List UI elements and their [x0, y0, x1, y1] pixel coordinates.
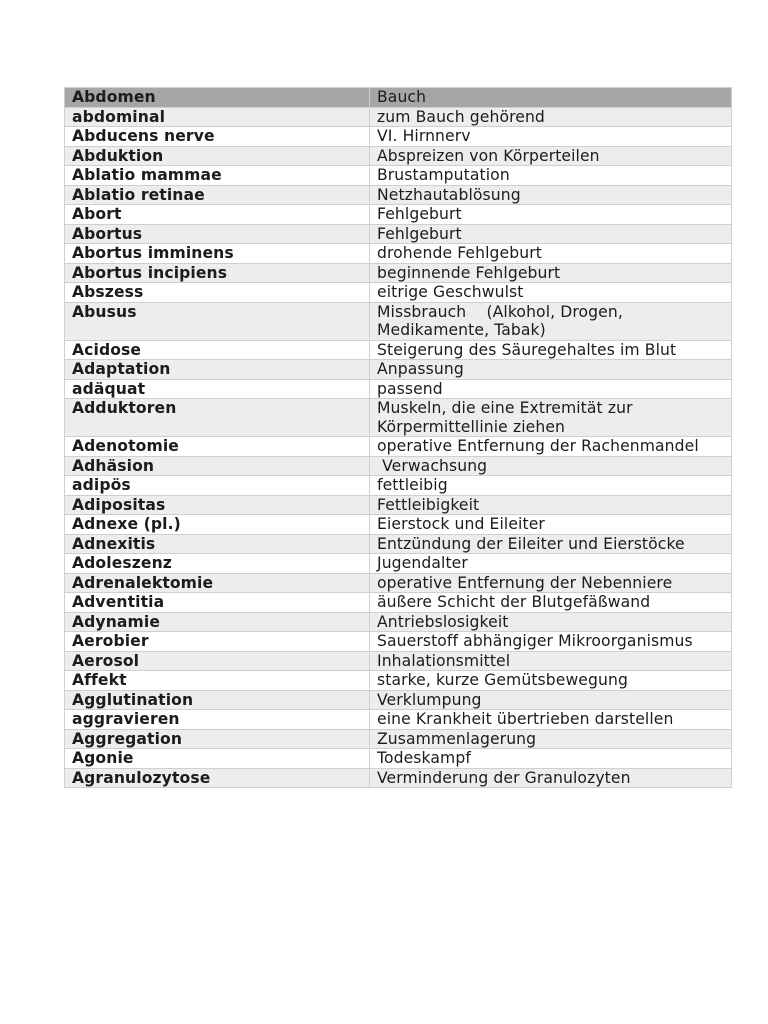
term-cell: Adipositas [65, 495, 370, 515]
definition-cell: äußere Schicht der Blutgefäßwand [370, 593, 732, 613]
term-cell: Ablatio retinae [65, 185, 370, 205]
term-cell: Adnexitis [65, 534, 370, 554]
definition-cell: VI. Hirnnerv [370, 127, 732, 147]
table-header-row [65, 88, 732, 108]
definition-cell: eitrige Geschwulst [370, 283, 732, 303]
table-row [65, 515, 732, 535]
table-row [65, 263, 732, 283]
definition-cell: operative Entfernung der Nebenniere [370, 573, 732, 593]
document-page [64, 87, 731, 788]
definition-cell: Zusammenlagerung [370, 729, 732, 749]
term-cell: Adenotomie [65, 437, 370, 457]
table-row [65, 185, 732, 205]
definition-cell: eine Krankheit übertrieben darstellen [370, 710, 732, 730]
definition-cell: Entzündung der Eileiter und Eierstöcke [370, 534, 732, 554]
term-cell: adipös [65, 476, 370, 496]
table-row [65, 205, 732, 225]
table-row [65, 146, 732, 166]
table-row [65, 593, 732, 613]
table-row [65, 651, 732, 671]
table-row [65, 302, 732, 340]
table-row [65, 671, 732, 691]
definition-cell: Abspreizen von Körperteilen [370, 146, 732, 166]
term-cell: Acidose [65, 340, 370, 360]
term-cell: Adoleszenz [65, 554, 370, 574]
table-row [65, 612, 732, 632]
definition-cell: fettleibig [370, 476, 732, 496]
term-cell: abdominal [65, 107, 370, 127]
term-cell: Agglutination [65, 690, 370, 710]
definition-cell: Anpassung [370, 360, 732, 380]
term-cell: Agranulozytose [65, 768, 370, 788]
definition-cell: beginnende Fehlgeburt [370, 263, 732, 283]
term-cell: Abdomen [65, 88, 370, 108]
definition-cell: starke, kurze Gemütsbewegung [370, 671, 732, 691]
definition-cell: Verklumpung [370, 690, 732, 710]
term-cell: Adynamie [65, 612, 370, 632]
glossary-table [64, 87, 732, 788]
table-row [65, 437, 732, 457]
table-row [65, 710, 732, 730]
term-cell: adäquat [65, 379, 370, 399]
table-row [65, 360, 732, 380]
definition-cell: Fettleibigkeit [370, 495, 732, 515]
term-cell: Adaptation [65, 360, 370, 380]
term-cell: Adrenalektomie [65, 573, 370, 593]
table-row [65, 456, 732, 476]
definition-cell: Bauch [370, 88, 732, 108]
table-row [65, 379, 732, 399]
table-row [65, 107, 732, 127]
term-cell: Abducens nerve [65, 127, 370, 147]
term-cell: Agonie [65, 749, 370, 769]
definition-cell: Jugendalter [370, 554, 732, 574]
definition-cell: Muskeln, die eine Extremität zur Körpermittellinie ziehen [370, 399, 732, 437]
term-cell: Ablatio mammae [65, 166, 370, 186]
definition-cell: Verwachsung [370, 456, 732, 476]
term-cell: Abusus [65, 302, 370, 340]
term-cell: Aerobier [65, 632, 370, 652]
table-row [65, 632, 732, 652]
term-cell: Affekt [65, 671, 370, 691]
glossary-body [65, 88, 732, 788]
definition-cell: operative Entfernung der Rachenmandel [370, 437, 732, 457]
table-row [65, 244, 732, 264]
term-cell: Abort [65, 205, 370, 225]
definition-cell: Brustamputation [370, 166, 732, 186]
definition-cell: drohende Fehlgeburt [370, 244, 732, 264]
table-row [65, 224, 732, 244]
table-row [65, 729, 732, 749]
term-cell: Adnexe (pl.) [65, 515, 370, 535]
definition-cell: Missbrauch (Alkohol, Drogen, Medikamente, Tabak) [370, 302, 732, 340]
term-cell: Abszess [65, 283, 370, 303]
table-row [65, 768, 732, 788]
table-row [65, 283, 732, 303]
definition-cell: Netzhautablösung [370, 185, 732, 205]
table-row [65, 340, 732, 360]
definition-cell: Inhalationsmittel [370, 651, 732, 671]
term-cell: Adduktoren [65, 399, 370, 437]
definition-cell: Fehlgeburt [370, 224, 732, 244]
term-cell: Abortus incipiens [65, 263, 370, 283]
term-cell: Abduktion [65, 146, 370, 166]
term-cell: aggravieren [65, 710, 370, 730]
definition-cell: Fehlgeburt [370, 205, 732, 225]
table-row [65, 534, 732, 554]
term-cell: Adventitia [65, 593, 370, 613]
table-row [65, 166, 732, 186]
term-cell: Adhäsion [65, 456, 370, 476]
table-row [65, 573, 732, 593]
table-row [65, 554, 732, 574]
term-cell: Abortus imminens [65, 244, 370, 264]
table-row [65, 476, 732, 496]
definition-cell: Steigerung des Säuregehaltes im Blut [370, 340, 732, 360]
table-row [65, 749, 732, 769]
term-cell: Aerosol [65, 651, 370, 671]
table-row [65, 690, 732, 710]
table-row [65, 495, 732, 515]
definition-cell: Antriebslosigkeit [370, 612, 732, 632]
definition-cell: Verminderung der Granulozyten [370, 768, 732, 788]
definition-cell: Todeskampf [370, 749, 732, 769]
term-cell: Aggregation [65, 729, 370, 749]
definition-cell: Sauerstoff abhängiger Mikroorganismus [370, 632, 732, 652]
definition-cell: zum Bauch gehörend [370, 107, 732, 127]
term-cell: Abortus [65, 224, 370, 244]
definition-cell: passend [370, 379, 732, 399]
table-row [65, 127, 732, 147]
definition-cell: Eierstock und Eileiter [370, 515, 732, 535]
table-row [65, 399, 732, 437]
